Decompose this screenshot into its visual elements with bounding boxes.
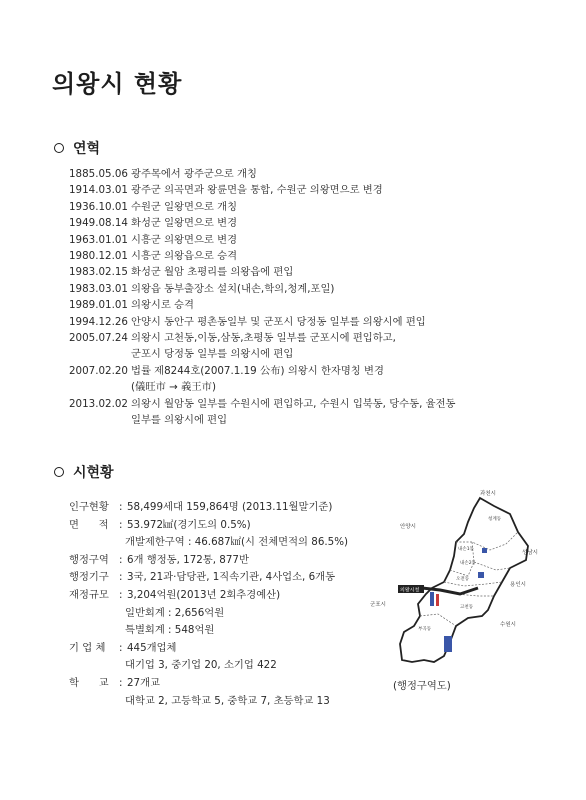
- map-label-yongin: 용인시: [510, 582, 526, 588]
- status-subline: 특별회계 : 548억원: [125, 624, 215, 637]
- history-text: (儀旺市 → 義王市): [131, 381, 216, 394]
- status-heading-label: 시현황: [73, 465, 114, 481]
- status-value: 3국, 21과·담당관, 1직속기관, 4사업소, 6개동: [127, 571, 336, 584]
- history-date: 2005.07.24: [69, 332, 128, 345]
- history-text: 시흥군 의왕읍으로 승격: [131, 250, 238, 263]
- status-label: 재정규모: [69, 588, 109, 601]
- history-date: [69, 346, 131, 362]
- history-date: 1994.12.26: [69, 315, 128, 328]
- map-label-gwacheon: 과천시: [480, 491, 496, 497]
- status-colon: :: [119, 676, 123, 689]
- history-text: 수원군 일왕면으로 개칭: [131, 200, 238, 213]
- status-colon: :: [119, 641, 123, 654]
- map-label-gocheon: 고천동: [460, 605, 474, 610]
- status-row: [69, 569, 379, 587]
- status-value: 6개 행정동, 172통, 877반: [127, 553, 249, 566]
- history-text: 의왕시 월암동 일부를 수원시에 편입하고, 수원시 입북동, 당수동, 율전동: [131, 397, 456, 410]
- history-entry: [69, 379, 539, 395]
- status-colon: :: [119, 588, 123, 601]
- landmark-building: [430, 592, 434, 606]
- status-row: [69, 675, 379, 693]
- map-label-anyang: 안양시: [400, 524, 416, 530]
- status-row: [69, 499, 379, 517]
- status-label: 면 적: [69, 518, 109, 531]
- history-entry: [69, 330, 539, 346]
- history-entry: [69, 182, 539, 198]
- history-list: [69, 166, 539, 429]
- landmark-building: [478, 572, 484, 578]
- history-date: 2013.02.02: [69, 397, 128, 410]
- status-colon: :: [119, 518, 123, 531]
- status-subline: 일반회계 : 2,656억원: [125, 606, 225, 619]
- status-label: 행정구역: [69, 553, 109, 566]
- circle-bullet-icon: [54, 467, 64, 477]
- history-date: 1980.12.01: [69, 250, 128, 263]
- status-row: [69, 640, 379, 658]
- history-date: [69, 412, 131, 428]
- map-label-cityhall: 의왕시청: [400, 587, 420, 594]
- history-date: 1949.08.14: [69, 217, 128, 230]
- status-colon: :: [119, 501, 123, 513]
- map-label-naeson2: 내손2동: [460, 561, 476, 566]
- map-label-naeson1: 내손1동: [458, 547, 474, 552]
- map-label-bugok: 부곡동: [418, 627, 432, 632]
- history-entry: [69, 412, 539, 428]
- status-row: [69, 517, 379, 535]
- history-entry: [69, 166, 539, 182]
- history-text: 광주목에서 광주군으로 개칭: [131, 168, 257, 180]
- district-map: [360, 484, 540, 674]
- landmark-building: [482, 548, 487, 553]
- history-entry: [69, 264, 539, 280]
- history-text: 화성군 월암 초평리를 의왕읍에 편입: [131, 266, 294, 279]
- history-entry: [69, 215, 539, 231]
- history-text: 화성군 일왕면으로 변경: [131, 217, 238, 230]
- map-label-gunpo: 군포시: [370, 602, 386, 608]
- status-subline: 대기업 3, 중기업 20, 소기업 422: [125, 659, 277, 672]
- history-text: 의왕읍 동부출장소 설치(내손,학의,청계,포일): [131, 282, 335, 295]
- status-value: 445개업체: [127, 641, 177, 654]
- history-date: [69, 379, 131, 395]
- history-entry: [69, 281, 539, 297]
- history-text: 의왕시 고천동,이동,삼동,초평동 일부를 군포시에 편입하고,: [131, 332, 396, 345]
- history-entry: [69, 314, 539, 330]
- history-date: 1989.01.01: [69, 299, 128, 312]
- status-row: [69, 552, 379, 570]
- history-entry: [69, 396, 539, 412]
- status-value: 3,204억원(2013년 2회추경예산): [127, 588, 281, 601]
- map-label-seongnam: 성남시: [522, 550, 538, 556]
- history-entry: [69, 297, 539, 313]
- status-value: 58,499세대 159,864명 (2013.11월말기준): [127, 501, 333, 513]
- landmark-building: [444, 636, 452, 652]
- history-heading-label: 연혁: [73, 141, 101, 157]
- history-date: 1963.01.01: [69, 233, 128, 246]
- history-heading: [54, 138, 100, 158]
- status-row: [69, 587, 379, 605]
- history-text: 의왕시로 승격: [131, 299, 194, 312]
- history-date: 2007.02.20: [69, 364, 128, 377]
- status-label: 행정기구: [69, 571, 109, 584]
- map-label-suwon: 수원시: [500, 622, 516, 628]
- history-date: 1983.03.01: [69, 282, 128, 295]
- history-entry: [69, 232, 539, 248]
- history-text: 시흥군 의왕면으로 변경: [131, 233, 238, 246]
- map-label-cheonggye: 청계동: [488, 517, 502, 522]
- map-caption: (행정구역도): [393, 680, 451, 692]
- status-subline: 개발제한구역 : 46.687㎢(시 전체면적의 86.5%): [125, 536, 348, 549]
- history-date: 1914.03.01: [69, 184, 128, 197]
- status-value: 53.972㎢(경기도의 0.5%): [127, 518, 251, 531]
- history-text: 광주군 의곡면과 왕륜면을 통합, 수원군 의왕면으로 변경: [131, 184, 383, 197]
- status-subline: 대학교 2, 고등학교 5, 중학교 7, 초등학교 13: [125, 694, 330, 707]
- status-label: 기 업 체: [69, 641, 106, 654]
- history-date: 1936.10.01: [69, 200, 128, 213]
- history-date: 1885.05.06: [69, 168, 128, 180]
- history-text: 법률 제8244호(2007.1.19 公布) 의왕시 한자명칭 변경: [131, 364, 384, 377]
- status-label: 학 교: [69, 676, 109, 689]
- status-list: [69, 499, 379, 710]
- history-text: 일부를 의왕시에 편입: [131, 414, 228, 427]
- landmark-building: [436, 594, 439, 606]
- history-entry: [69, 346, 539, 362]
- history-entry: [69, 199, 539, 215]
- map-label-ojeon: 오전동: [456, 577, 470, 582]
- history-entry: [69, 248, 539, 264]
- status-value: 27개교: [127, 676, 160, 689]
- status-colon: :: [119, 553, 123, 566]
- history-text: 안양시 동안구 평촌동일부 및 군포시 당정동 일부를 의왕시에 편입: [131, 315, 426, 328]
- status-heading: [54, 462, 114, 482]
- status-colon: :: [119, 571, 123, 584]
- page-title: 의왕시 현황: [52, 70, 183, 98]
- history-text: 군포시 당정동 일부를 의왕시에 편입: [131, 348, 294, 361]
- history-entry: [69, 363, 539, 379]
- status-label: 인구현황: [69, 501, 109, 513]
- circle-bullet-icon: [54, 143, 64, 153]
- history-date: 1983.02.15: [69, 266, 128, 279]
